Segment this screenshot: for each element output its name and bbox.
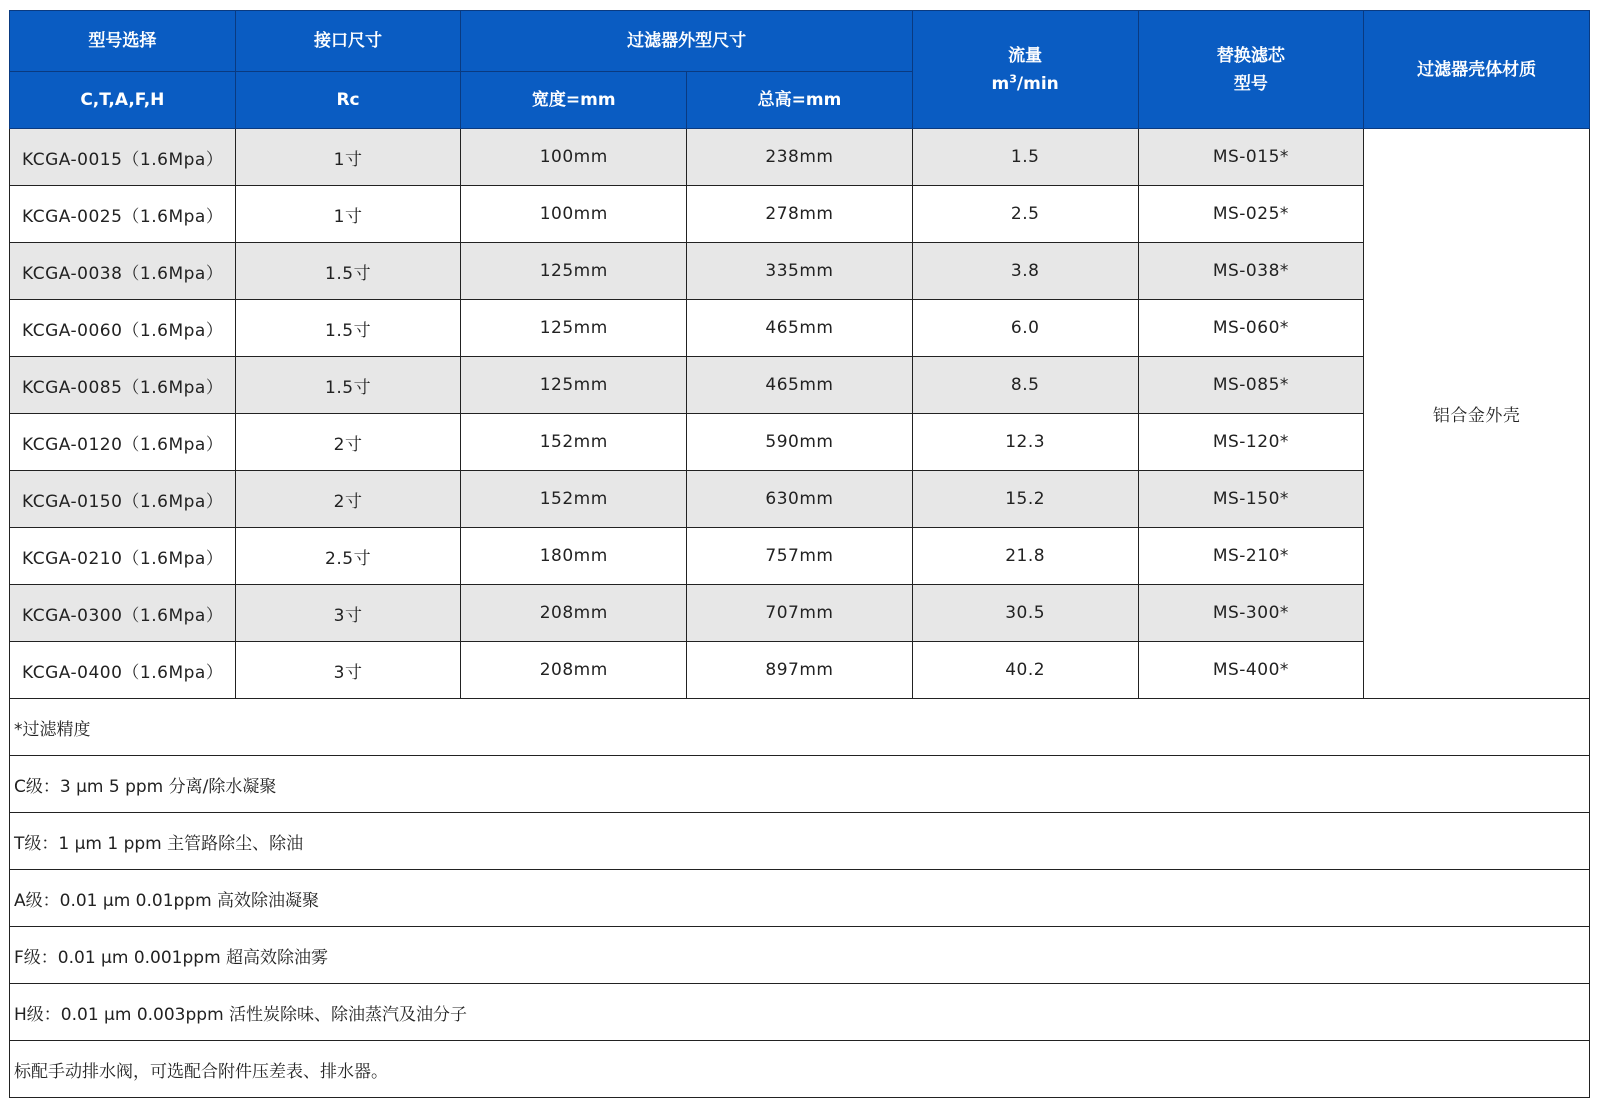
- note-grade-a: A级：0.01 μm 0.01ppm 高效除油凝聚: [10, 870, 1590, 927]
- cell-model: KCGA-0085（1.6Mpa）: [10, 357, 236, 414]
- note-grade-f: F级：0.01 μm 0.001ppm 超高效除油雾: [10, 927, 1590, 984]
- note-row: [10, 870, 1590, 927]
- note-accessories: 标配手动排水阀，可选配合附件压差表、排水器。: [10, 1041, 1590, 1098]
- header-element-line2: 型号: [1233, 73, 1268, 94]
- header-port-unit: Rc: [235, 72, 461, 129]
- table-row: [10, 357, 1590, 414]
- cell-width: 100mm: [461, 129, 687, 186]
- cell-width: 152mm: [461, 414, 687, 471]
- cell-element: MS-038*: [1138, 243, 1364, 300]
- cell-width: 125mm: [461, 243, 687, 300]
- table-row: [10, 528, 1590, 585]
- cell-flow: 40.2: [912, 642, 1138, 699]
- note-grade-h: H级：0.01 μm 0.003ppm 活性炭除味、除油蒸汽及油分子: [10, 984, 1590, 1041]
- cell-model: KCGA-0038（1.6Mpa）: [10, 243, 236, 300]
- header-material: 过滤器壳体材质: [1364, 11, 1590, 129]
- cell-element: MS-015*: [1138, 129, 1364, 186]
- flow-unit-rest: /min: [1016, 73, 1059, 94]
- header-model-select: 型号选择: [10, 11, 236, 72]
- cell-flow: 21.8: [912, 528, 1138, 585]
- cell-element: MS-400*: [1138, 642, 1364, 699]
- cell-model: KCGA-0150（1.6Mpa）: [10, 471, 236, 528]
- header-width: 宽度=mm: [461, 72, 687, 129]
- cell-element: MS-060*: [1138, 300, 1364, 357]
- header-element-line1: 替换滤芯: [1216, 45, 1285, 66]
- note-row: [10, 984, 1590, 1041]
- flow-unit-sup: 3: [1009, 71, 1017, 85]
- cell-height: 630mm: [687, 471, 913, 528]
- cell-element: MS-210*: [1138, 528, 1364, 585]
- cell-flow: 2.5: [912, 186, 1138, 243]
- header-flow-label: 流量: [1008, 45, 1043, 66]
- cell-port: 2寸: [235, 471, 461, 528]
- cell-height: 757mm: [687, 528, 913, 585]
- cell-port: 2.5寸: [235, 528, 461, 585]
- cell-width: 125mm: [461, 357, 687, 414]
- cell-port: 2寸: [235, 414, 461, 471]
- cell-material: 铝合金外壳: [1364, 129, 1590, 699]
- note-row: [10, 756, 1590, 813]
- cell-flow: 8.5: [912, 357, 1138, 414]
- table-row: [10, 642, 1590, 699]
- cell-model: KCGA-0025（1.6Mpa）: [10, 186, 236, 243]
- cell-flow: 3.8: [912, 243, 1138, 300]
- header-height: 总高=mm: [687, 72, 913, 129]
- cell-width: 125mm: [461, 300, 687, 357]
- cell-height: 238mm: [687, 129, 913, 186]
- header-port-size: 接口尺寸: [235, 11, 461, 72]
- header-element: [1138, 11, 1364, 129]
- cell-element: MS-300*: [1138, 585, 1364, 642]
- note-row: [10, 927, 1590, 984]
- table-row: [10, 414, 1590, 471]
- cell-flow: 12.3: [912, 414, 1138, 471]
- spec-table: [9, 10, 1590, 1098]
- cell-model: KCGA-0060（1.6Mpa）: [10, 300, 236, 357]
- cell-model: KCGA-0210（1.6Mpa）: [10, 528, 236, 585]
- cell-flow: 1.5: [912, 129, 1138, 186]
- cell-height: 278mm: [687, 186, 913, 243]
- note-row: [10, 699, 1590, 756]
- cell-width: 100mm: [461, 186, 687, 243]
- cell-model: KCGA-0300（1.6Mpa）: [10, 585, 236, 642]
- table-row: [10, 300, 1590, 357]
- cell-height: 707mm: [687, 585, 913, 642]
- cell-flow: 6.0: [912, 300, 1138, 357]
- cell-flow: 15.2: [912, 471, 1138, 528]
- note-grade-c: C级：3 μm 5 ppm 分离/除水凝聚: [10, 756, 1590, 813]
- cell-element: MS-025*: [1138, 186, 1364, 243]
- header-flow-unit: [913, 70, 1138, 98]
- cell-element: MS-150*: [1138, 471, 1364, 528]
- note-row: [10, 813, 1590, 870]
- cell-model: KCGA-0120（1.6Mpa）: [10, 414, 236, 471]
- header-model-codes: C,T,A,F,H: [10, 72, 236, 129]
- note-row: [10, 1041, 1590, 1098]
- flow-unit-m: m: [991, 73, 1010, 94]
- table-row: [10, 186, 1590, 243]
- cell-width: 208mm: [461, 642, 687, 699]
- cell-port: 1.5寸: [235, 300, 461, 357]
- cell-height: 465mm: [687, 357, 913, 414]
- cell-element: MS-085*: [1138, 357, 1364, 414]
- cell-height: 897mm: [687, 642, 913, 699]
- cell-port: 1.5寸: [235, 357, 461, 414]
- cell-height: 465mm: [687, 300, 913, 357]
- cell-element: MS-120*: [1138, 414, 1364, 471]
- cell-port: 1寸: [235, 129, 461, 186]
- table-row: [10, 585, 1590, 642]
- note-grade-t: T级：1 μm 1 ppm 主管路除尘、除油: [10, 813, 1590, 870]
- cell-height: 590mm: [687, 414, 913, 471]
- cell-height: 335mm: [687, 243, 913, 300]
- cell-width: 180mm: [461, 528, 687, 585]
- cell-flow: 30.5: [912, 585, 1138, 642]
- table-row: [10, 471, 1590, 528]
- cell-model: KCGA-0400（1.6Mpa）: [10, 642, 236, 699]
- cell-width: 208mm: [461, 585, 687, 642]
- header-outer-size: 过滤器外型尺寸: [461, 11, 912, 72]
- cell-width: 152mm: [461, 471, 687, 528]
- cell-port: 3寸: [235, 585, 461, 642]
- cell-port: 3寸: [235, 642, 461, 699]
- cell-model: KCGA-0015（1.6Mpa）: [10, 129, 236, 186]
- table-row: [10, 243, 1590, 300]
- cell-port: 1.5寸: [235, 243, 461, 300]
- table-row: [10, 129, 1590, 186]
- cell-port: 1寸: [235, 186, 461, 243]
- note-precision-title: *过滤精度: [10, 699, 1590, 756]
- header-flow: [912, 11, 1138, 129]
